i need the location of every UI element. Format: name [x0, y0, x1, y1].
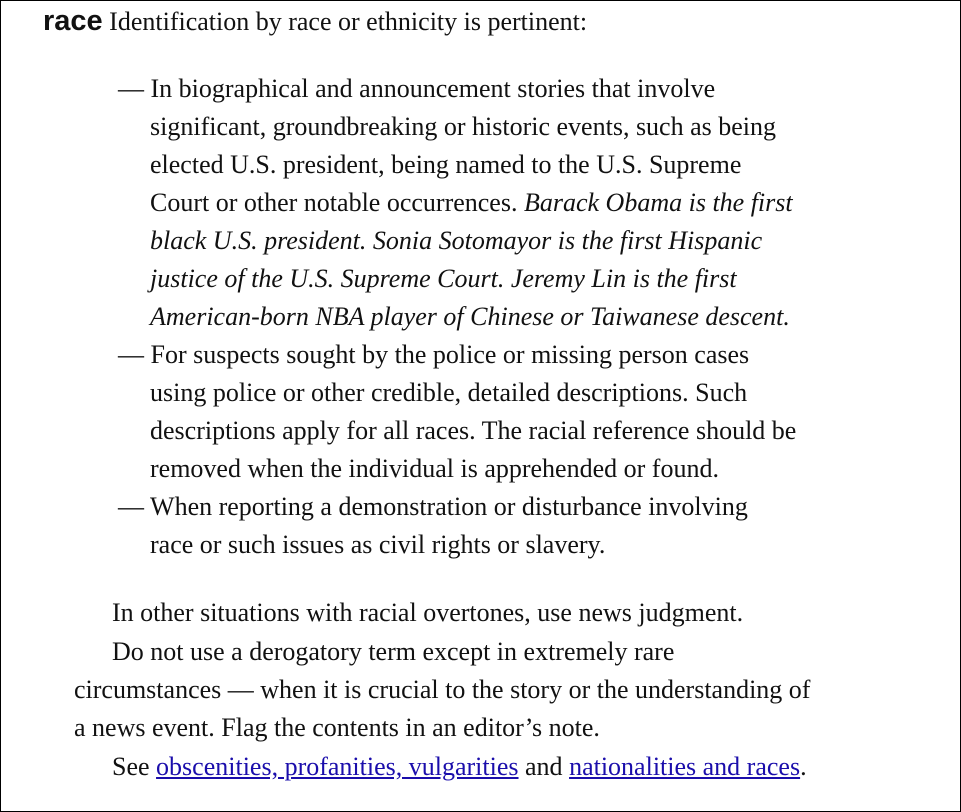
bullet-2-line-4: removed when the individual is apprehended or found.	[150, 454, 719, 483]
bullet-1-line-1: — In biographical and announcement stories that involve	[118, 74, 716, 103]
bullet-1-line-3: elected U.S. president, being named to the U.S. Supreme	[150, 150, 742, 179]
entry-heading	[43, 6, 587, 37]
paragraph-derogatory-line-2: circumstances — when it is crucial to the story or the understanding of	[74, 675, 811, 704]
bullet-2-line-2: using police or other credible, detailed descriptions. Such	[150, 378, 748, 407]
bullet-2-line-1: — For suspects sought by the police or missing person cases	[118, 340, 750, 369]
see-also-prefix: See	[112, 752, 157, 781]
paragraph-derogatory-line-3: a news event. Flag the contents in an editor’s note.	[74, 713, 600, 742]
see-also-line	[112, 752, 807, 782]
bullet-1-example-line-2: justice of the U.S. Supreme Court. Jeremy Lin is the first	[150, 264, 737, 293]
bullet-3-line-2: race or such issues as civil rights or slavery.	[150, 530, 606, 559]
entry-intro: Identification by race or ethnicity is pertinent:	[109, 7, 588, 36]
paragraph-derogatory-line-1: Do not use a derogatory term except in extremely rare	[112, 637, 675, 666]
bullet-1-example-start: Barack Obama is the first	[523, 188, 793, 217]
bullet-1-line-4	[150, 188, 793, 218]
link-nationalities-and-races[interactable]: nationalities and races	[569, 752, 801, 781]
bullet-2-line-3: descriptions apply for all races. The racial reference should be	[150, 416, 797, 445]
paragraph-news-judgment: In other situations with racial overtones, use news judgment.	[112, 598, 744, 627]
see-also-suffix: .	[800, 752, 807, 781]
bullet-1-example-line-1: black U.S. president. Sonia Sotomayor is the first Hispanic	[150, 226, 763, 255]
bullet-1-example-line-3: American-born NBA player of Chinese or Taiwanese descent.	[150, 302, 790, 331]
bullet-1-line-4-text: Court or other notable occurrences.	[150, 188, 518, 217]
see-also-and: and	[518, 752, 570, 781]
bullet-3-line-1: — When reporting a demonstration or disturbance involving	[118, 492, 748, 521]
link-obscenities-profanities-vulgarities[interactable]: obscenities, profanities, vulgarities	[156, 752, 519, 781]
entry-term: race	[43, 5, 103, 37]
bullet-1-line-2: significant, groundbreaking or historic events, such as being	[150, 112, 777, 141]
